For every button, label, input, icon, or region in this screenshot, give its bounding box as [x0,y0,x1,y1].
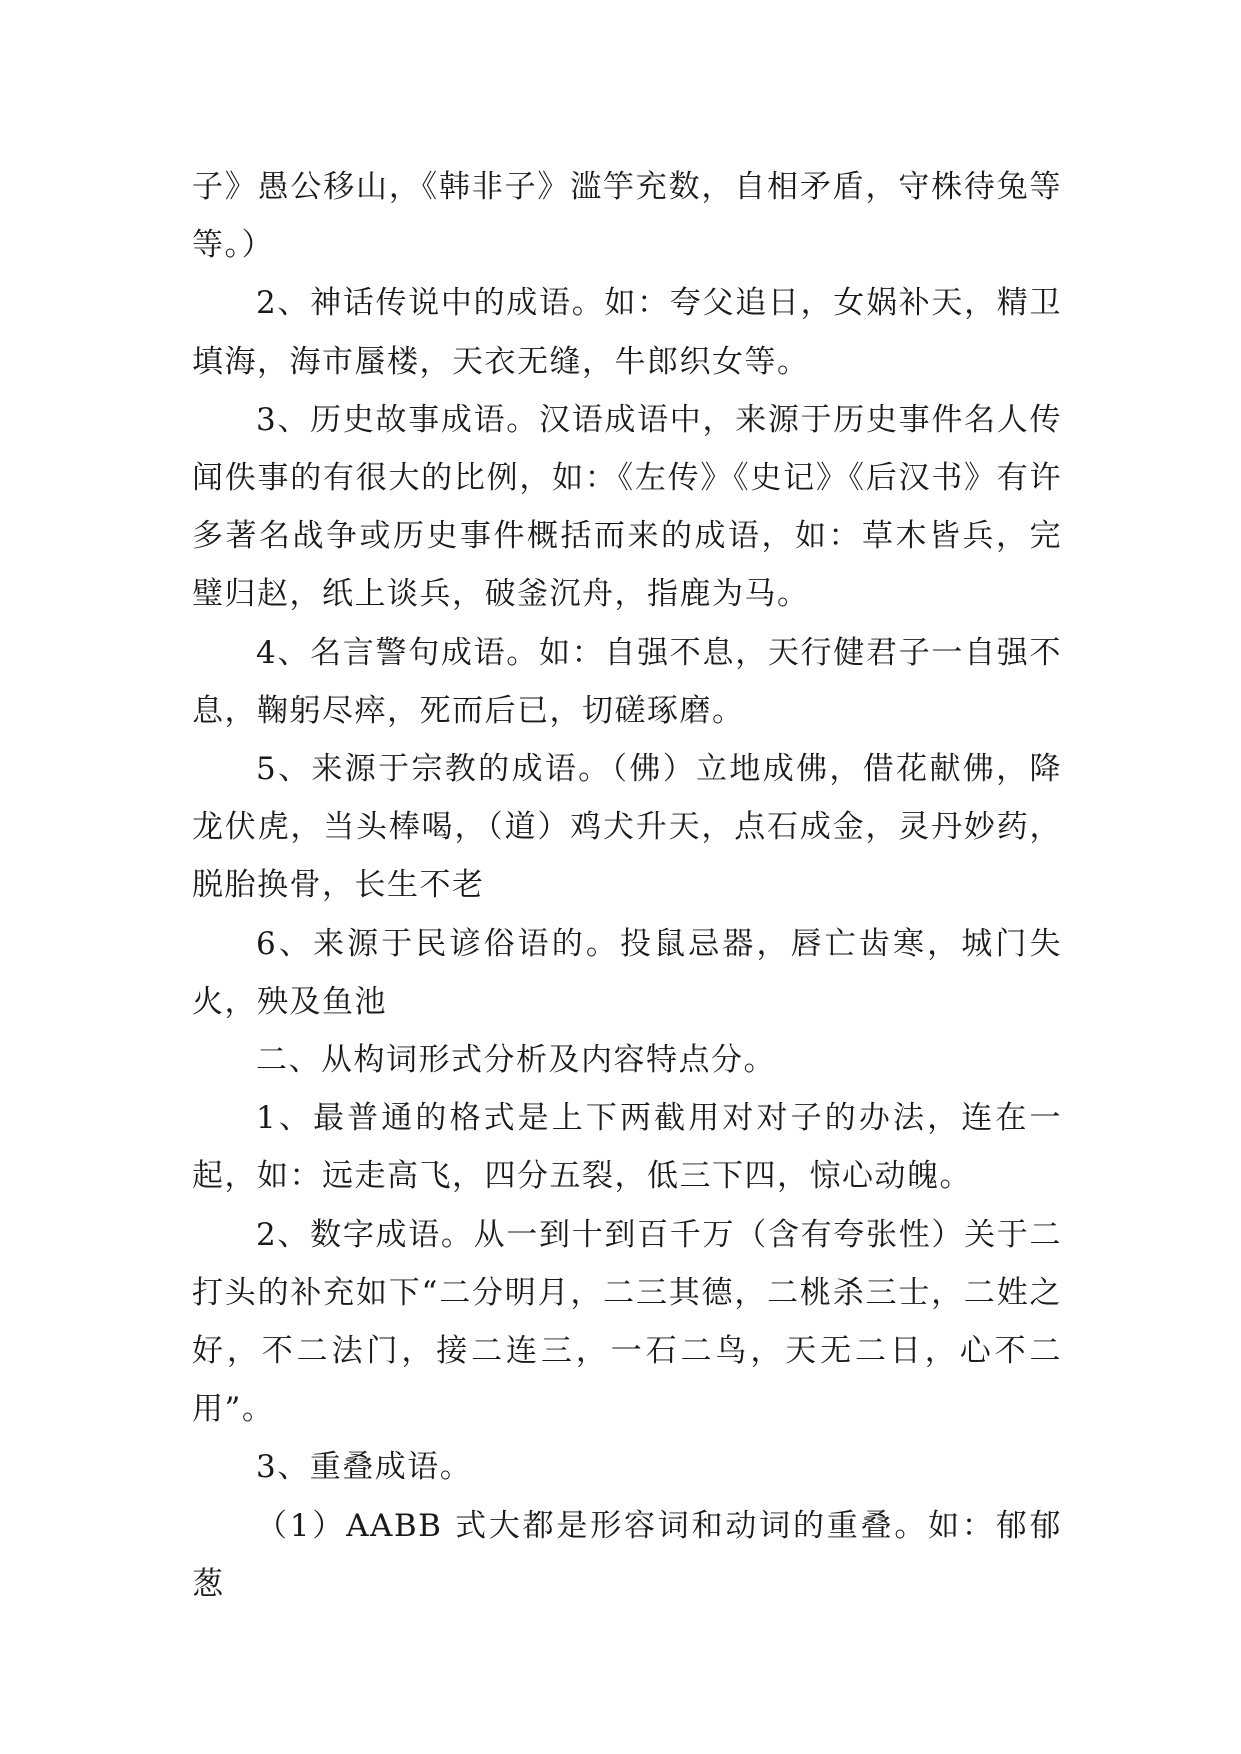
paragraph-1: 子》愚公移山，《韩非子》滥竽充数，自相矛盾，守株待兔等等。） [192,169,1062,264]
paragraph-8: 1、最普通的格式是上下两截用对对子的办法，连在一起，如：远走高飞，四分五裂，低三下四，惊心动魄。 [192,1100,1062,1195]
document-body [192,158,1062,1613]
paragraph-2: 2、神话传说中的成语。如：夸父追日，女娲补天，精卫填海，海市蜃楼，天衣无缝，牛郎织女等。 [192,285,1062,380]
paragraph-7: 二、从构词形式分析及内容特点分。 [256,1042,776,1079]
paragraph-11: （1）AABB 式大都是形容词和动词的重叠。如：郁郁葱 [192,1507,1062,1602]
paragraph-5: 5、来源于宗教的成语。（佛）立地成佛，借花献佛，降龙伏虎，当头棒喝，（道）鸡犬升天，点石成金，灵丹妙药，脱胎换骨，长生不老 [192,751,1062,904]
paragraph-6: 6、来源于民谚俗语的。投鼠忌器，唇亡齿寒，城门失火，殃及鱼池 [192,925,1062,1020]
paragraph-10: 3、重叠成语。 [256,1449,473,1486]
paragraph-3: 3、历史故事成语。汉语成语中，来源于历史事件名人传闻佚事的有很大的比例，如：《左传》《史记》《后汉书》有许多著名战争或历史事件概括而来的成语，如：草木皆兵，完璧归赵，纸上谈兵，破釜沉舟，指鹿为马。 [192,401,1062,613]
paragraph-4: 4、名言警句成语。如：自强不息，天行健君子一自强不息，鞠躬尽瘁，死而后已，切磋琢磨。 [192,634,1062,729]
paragraph-9: 2、数字成语。从一到十到百千万（含有夸张性）关于二打头的补充如下“二分明月，二三其德，二桃杀三士，二姓之好，不二法门，接二连三，一石二鸟，天无二日，心不二用”。 [192,1216,1062,1428]
